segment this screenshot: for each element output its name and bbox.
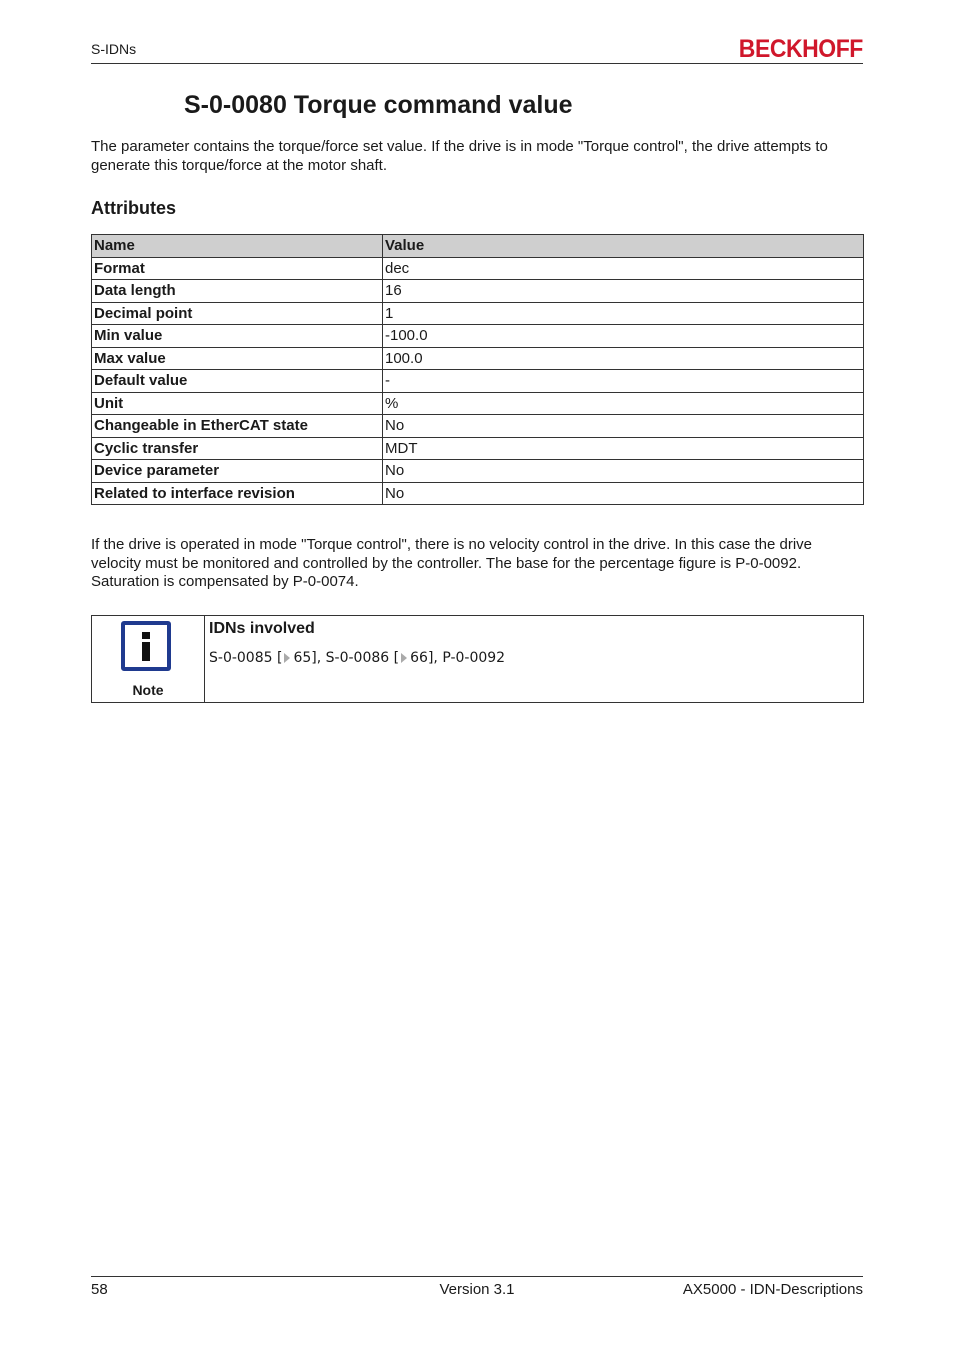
attribute-value-cell: 16 [383, 280, 864, 303]
attribute-value-cell: 100.0 [383, 347, 864, 370]
table-row [92, 370, 864, 393]
table-row [92, 257, 864, 280]
body-paragraph: If the drive is operated in mode "Torque control", there is no velocity control in the drive. In this case the drive velocity must be monitored and controlled by the controller. The base for the percentage figure is P-0-0092. Saturation is compensated by P-0-0074. [91, 536, 813, 590]
intro-paragraph: The parameter contains the torque/force set value. If the drive is in mode "Torque control", the drive attempts to generate this torque/force at the motor shaft. [91, 138, 828, 174]
attribute-value-cell: No [383, 482, 864, 505]
link-arrow-icon [284, 653, 290, 663]
attribute-value-cell: 1 [383, 302, 864, 325]
attribute-value-cell: MDT [383, 437, 864, 460]
note-content [205, 616, 863, 702]
attribute-name-cell: Related to interface revision [92, 482, 383, 505]
attribute-value-cell: No [383, 415, 864, 438]
attribute-name-cell: Cyclic transfer [92, 437, 383, 460]
attributes-table-body [92, 257, 864, 505]
header-divider [91, 63, 863, 64]
attribute-name-cell: Changeable in EtherCAT state [92, 415, 383, 438]
attribute-name-cell: Default value [92, 370, 383, 393]
header-section-label: S-IDNs [91, 41, 137, 57]
table-row [92, 280, 864, 303]
attribute-name-cell: Device parameter [92, 460, 383, 483]
attribute-name-cell: Data length [92, 280, 383, 303]
column-header-value: Value [383, 235, 864, 258]
table-row [92, 302, 864, 325]
note-box [91, 615, 864, 703]
ref-link-s-0-0085[interactable]: S-0-0085 [ 65] [209, 650, 317, 666]
table-row [92, 415, 864, 438]
info-icon [121, 621, 171, 671]
attribute-value-cell: No [383, 460, 864, 483]
table-row [92, 347, 864, 370]
table-header-row [92, 235, 864, 258]
attribute-value-cell: % [383, 392, 864, 415]
footer-version: Version 3.1 [439, 1281, 515, 1298]
column-header-name: Name [92, 235, 383, 258]
footer-divider [91, 1276, 863, 1277]
attribute-name-cell: Min value [92, 325, 383, 348]
note-label: Note [132, 682, 164, 698]
footer-document-title: AX5000 - IDN-Descriptions [682, 1281, 863, 1298]
note-title: IDNs involved [209, 620, 315, 637]
link-arrow-icon [401, 653, 407, 663]
attributes-heading: Attributes [91, 198, 176, 218]
attribute-name-cell: Format [92, 257, 383, 280]
table-row [92, 437, 864, 460]
page-title: S-0-0080 Torque command value [184, 91, 573, 119]
table-row [92, 460, 864, 483]
beckhoff-logo: BECKHOFF [738, 35, 863, 63]
info-icon-stem [142, 642, 150, 661]
attribute-value-cell: dec [383, 257, 864, 280]
attribute-name-cell: Unit [92, 392, 383, 415]
table-row [92, 392, 864, 415]
note-references: S-0-0085 [ 65], S-0-0086 [ 66], P-0-0092 [209, 650, 506, 666]
attribute-name-cell: Decimal point [92, 302, 383, 325]
table-row [92, 482, 864, 505]
footer-page-number: 58 [91, 1281, 108, 1298]
ref-link-s-0-0086[interactable]: S-0-0086 [ 66] [325, 650, 434, 666]
ref-p-0-0092: P-0-0092 [442, 650, 506, 666]
attributes-table [91, 234, 864, 505]
attribute-value-cell: -100.0 [383, 325, 864, 348]
note-icon-column [92, 616, 205, 702]
attribute-name-cell: Max value [92, 347, 383, 370]
attribute-value-cell: - [383, 370, 864, 393]
table-row [92, 325, 864, 348]
info-icon-dot [142, 632, 150, 639]
